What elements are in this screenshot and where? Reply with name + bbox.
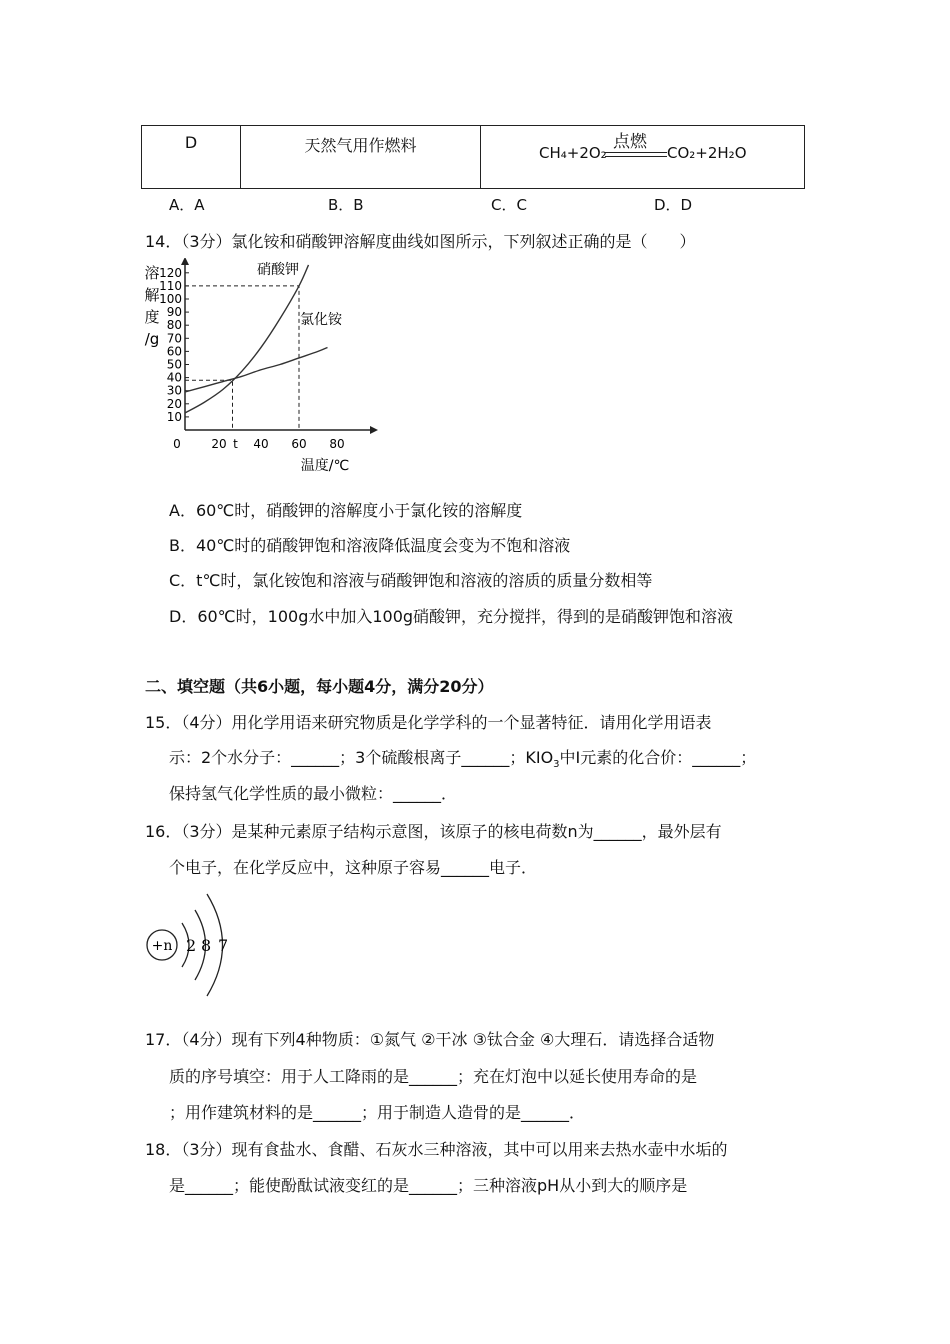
q17-line3: ；用作建筑材料的是______；用于制造人造骨的是______． (169, 1103, 586, 1122)
x-tick-label: t (233, 437, 238, 451)
table-row (142, 126, 805, 189)
y-tick-label: 10 (166, 409, 182, 424)
shell-electrons-1: 2 (186, 936, 197, 955)
y-axis-label: 解 (144, 286, 160, 304)
solubility-chart (140, 258, 380, 478)
q13-option-c: C．C (491, 196, 527, 214)
eq-left: CH₄+2O₂ (539, 144, 607, 162)
shell-electrons-2: 8 (201, 936, 212, 955)
x-axis-arrow (370, 426, 378, 434)
x-tick-label: 80 (329, 437, 345, 451)
dashed-guide-60 (185, 286, 299, 430)
y-tick-label: 50 (166, 357, 182, 372)
eq-double-line (605, 152, 667, 157)
y-tick-label: 20 (166, 396, 182, 411)
q14-option-d: D．60℃时，100g水中加入100g硝酸钾，充分搅拌，得到的是硝酸钾饱和溶液 (169, 607, 734, 626)
atom-structure-diagram (140, 888, 240, 1006)
x-tick-label: 40 (253, 437, 269, 451)
eq-condition: 点燃 (613, 132, 647, 152)
q15-line3: 保持氢气化学性质的最小微粒：______． (169, 784, 458, 803)
q13-option-a: A．A (169, 196, 205, 214)
y-tick-label: 70 (166, 331, 182, 346)
y-tick-label: 110 (159, 278, 182, 293)
table-cell-equation (481, 126, 805, 189)
q17-line1: 17．（4分）现有下列4种物质：①氮气 ②干冰 ③钛合金 ④大理石．请选择合适物 (145, 1030, 715, 1049)
q15-line2 (169, 745, 756, 770)
q15-line1: 15．（4分）用化学用语来研究物质是化学学科的一个显著特征．请用化学用语表 (145, 713, 712, 732)
y-axis-label: /g (144, 330, 160, 348)
eq-right: CO₂+2H₂O (667, 144, 747, 162)
y-tick-label: 60 (166, 344, 182, 359)
y-tick-label: 80 (166, 318, 182, 333)
section-heading: 二、填空题（共6小题，每小题4分，满分20分） (145, 677, 494, 696)
q17-line2: 质的序号填空：用于人工降雨的是______；充在灯泡中以延长使用寿命的是 (169, 1067, 698, 1086)
table-cell-usage (241, 126, 481, 189)
q16-line2: 个电子，在化学反应中，这种原子容易______电子． (169, 858, 538, 877)
y-tick-label: 30 (166, 383, 182, 398)
y-tick-label: 100 (159, 292, 182, 306)
q13-option-d: D．D (654, 196, 693, 214)
q14-option-b: B．40℃时的硝酸钾饱和溶液降低温度会变为不饱和溶液 (169, 536, 571, 555)
q15-line2-part1: 示：2个水分子：______；3个硫酸根离子______；KIO (169, 748, 554, 767)
q18-line1: 18．（3分）现有食盐水、食醋、石灰水三种溶液，其中可以用来去热水壶中水垢的 (145, 1140, 728, 1159)
q16-line1: 16．（3分）是某种元素原子结构示意图，该原子的核电荷数n为______，最外层有 (145, 822, 722, 841)
y-tick-label: 90 (166, 305, 182, 320)
shell-electrons-3: 7 (218, 936, 229, 955)
q15-subscript: 3 (553, 759, 560, 771)
table-cell-letter (142, 126, 241, 189)
x-tick-label: 0 (173, 437, 181, 451)
series-line-potassium-nitrate (185, 265, 309, 413)
y-tick-label: 120 (159, 265, 182, 280)
series-label-ammonium-chloride: 氯化铵 (300, 312, 342, 328)
row-usage: 天然气用作燃料 (304, 136, 417, 155)
series-label-potassium-nitrate: 硝酸钾 (257, 262, 299, 278)
q13-option-b: B．B (328, 196, 364, 214)
q14-option-c: C．t℃时，氯化铵饱和溶液与硝酸钾饱和溶液的溶质的质量分数相等 (169, 571, 653, 590)
y-axis-arrow (181, 258, 189, 265)
y-tick-label: 40 (166, 370, 182, 385)
nucleus-label: +n (151, 938, 173, 954)
y-axis-label: 溶 (144, 264, 160, 282)
x-tick-label: 60 (291, 437, 307, 451)
row-letter: D (184, 133, 198, 152)
q14-option-a: A．60℃时，硝酸钾的溶解度小于氯化铵的溶解度 (169, 501, 523, 520)
q15-line2-part2: 中I元素的化合价：______； (559, 748, 757, 767)
x-tick-label: 20 (211, 437, 227, 451)
x-axis-label: 温度/℃ (300, 458, 350, 474)
q18-line2: 是______；能使酚酞试液变红的是______；三种溶液pH从小到大的顺序是 (169, 1176, 688, 1195)
question-table (141, 125, 805, 189)
q14-stem: 14．（3分）氯化铵和硝酸钾溶解度曲线如图所示，下列叙述正确的是（ ） (145, 232, 696, 251)
y-axis-label: 度 (144, 308, 160, 326)
